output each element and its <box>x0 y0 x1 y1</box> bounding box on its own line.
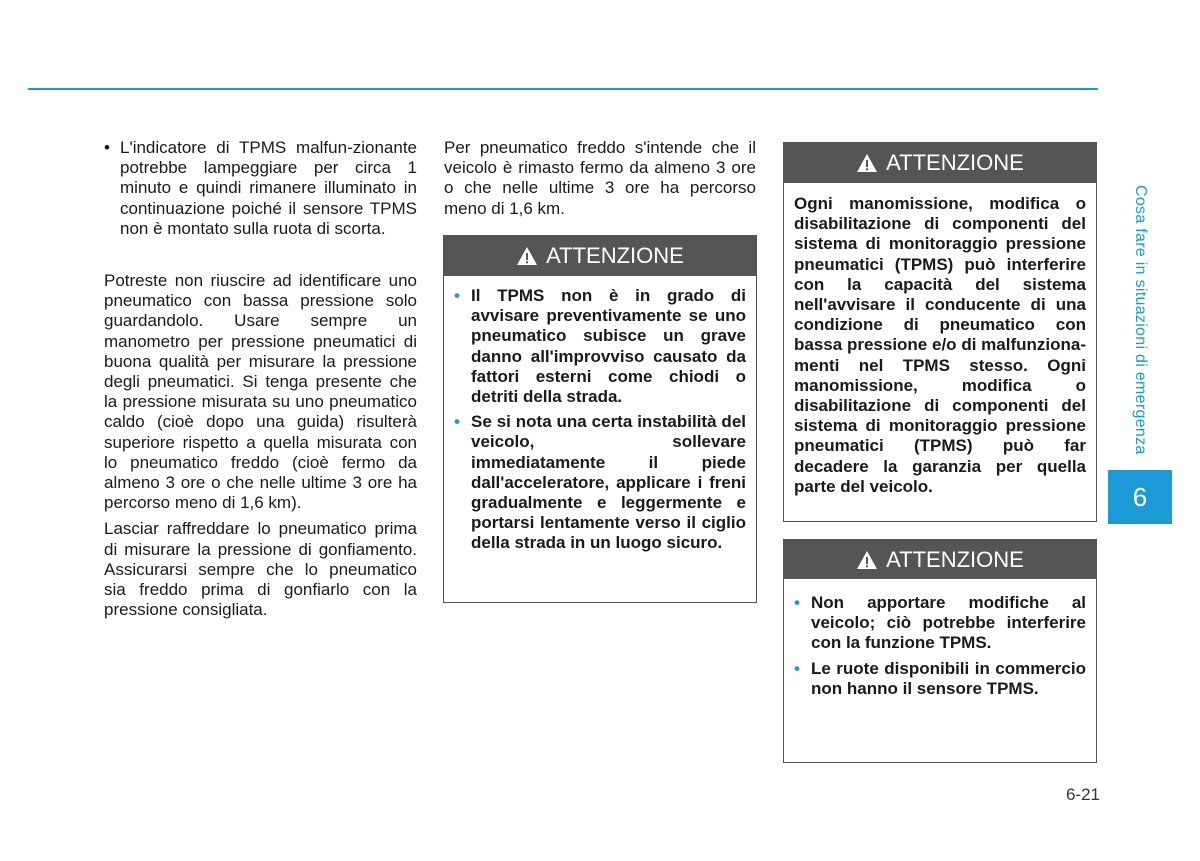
warning-list-item <box>794 593 1086 654</box>
warning-body: Ogni manomissione, modifica o disabilitazione di componenti del sistema di monitoraggio pressione pneumatici (TPMS) può interferire con la capacità del sistema nell'avvisare il conducente di una condizione di pneumatico con bassa pressione e/o di malfunziona-menti nel TPMS stesso. Ogni manomissione, modifica o disabilitazione di componenti del sistema di monitoraggio pressione pneumatici (TPMS) può far decadere la garanzia per quella parte del veicolo. <box>794 194 1086 496</box>
chapter-tab <box>1108 470 1172 524</box>
warning-header <box>444 236 756 276</box>
warning-title: ATTENZIONE <box>886 150 1024 175</box>
warning-body <box>444 276 756 554</box>
column-middle <box>444 138 756 219</box>
bullet-text: L'indicatore di TPMS malfun-zionante potrebbe lampeggiare per circa 1 minuto e quindi rimanere illuminato in continuazione poiché il sensore TPMS non è montato sulla ruota di scorta. <box>120 138 417 238</box>
paragraph: Lasciar raffreddare lo pneumatico prima di misurare la pressione di gonfiamento. Assicurarsi sempre che lo pneumatico sia freddo prima di gonfiarlo con la pressione consigliata. <box>104 519 417 620</box>
header-rule <box>28 88 1098 90</box>
warning-item-text: Il TPMS non è in grado di avvisare preventivamente se uno pneumatico subisce un grave danno all'improvviso causato da fattori esterni come chiodi o detriti della strada. <box>471 286 746 407</box>
bullet-icon: • <box>794 593 800 612</box>
warning-item-text: Non apportare modifiche al veicolo; ciò potrebbe interferire con la funzione TPMS. <box>811 593 1086 653</box>
warning-box <box>783 142 1097 522</box>
warning-triangle-icon <box>516 246 538 266</box>
chapter-title-text: Cosa fare in situazioni di emergenza <box>1132 185 1149 455</box>
bullet-paragraph <box>104 138 417 239</box>
chapter-title-vertical <box>1108 175 1172 465</box>
warning-item-text: Le ruote disponibili in commercio non hanno il sensore TPMS. <box>811 658 1086 698</box>
warning-triangle-icon <box>856 153 878 173</box>
warning-list-item <box>454 286 746 407</box>
warning-box <box>443 235 757 603</box>
bullet-icon: • <box>104 138 110 157</box>
warning-title: ATTENZIONE <box>546 243 684 268</box>
paragraph: Per pneumatico freddo s'intende che il veicolo è rimasto fermo da almeno 3 ore o che nelle ultime 3 ore ha percorso meno di 1,6 km. <box>444 138 756 218</box>
warning-list-item <box>794 659 1086 699</box>
warning-header <box>784 143 1096 183</box>
page-number: 6-21 <box>1065 785 1100 804</box>
paragraph: Potreste non riuscire ad identificare uno pneumatico con bassa pressione solo guardandolo. Usare sempre un manometro per pressione pneumatici di buona qualità per misurare la pressione degli pneumatici. Si tenga presente che la pressione misurata su uno pneumatico caldo (cioè dopo una guida) risulterà superiore rispetto a quella misurata con lo pneumatico freddo (cioè fermo da almeno 3 ore o che nelle ultime 3 ore ha percorso meno di 1,6 km). <box>104 271 417 513</box>
warning-list-item <box>454 412 746 553</box>
chapter-number: 6 <box>1132 481 1148 512</box>
bullet-icon: • <box>454 412 460 432</box>
column-left <box>104 138 417 620</box>
warning-triangle-icon <box>856 550 878 570</box>
warning-box <box>783 539 1097 763</box>
warning-body <box>784 579 1096 699</box>
bullet-icon: • <box>454 286 460 305</box>
warning-item-text: Se si nota una certa instabilità del veicolo, sollevare immediatamente il piede dall'acceleratore, applicare i freni gradualmente e leggermente e portarsi lentamente verso il ciglio della strada in un luogo sicuro. <box>471 412 746 553</box>
warning-title: ATTENZIONE <box>886 546 1024 572</box>
warning-header <box>784 540 1096 579</box>
bullet-icon: • <box>794 658 800 678</box>
